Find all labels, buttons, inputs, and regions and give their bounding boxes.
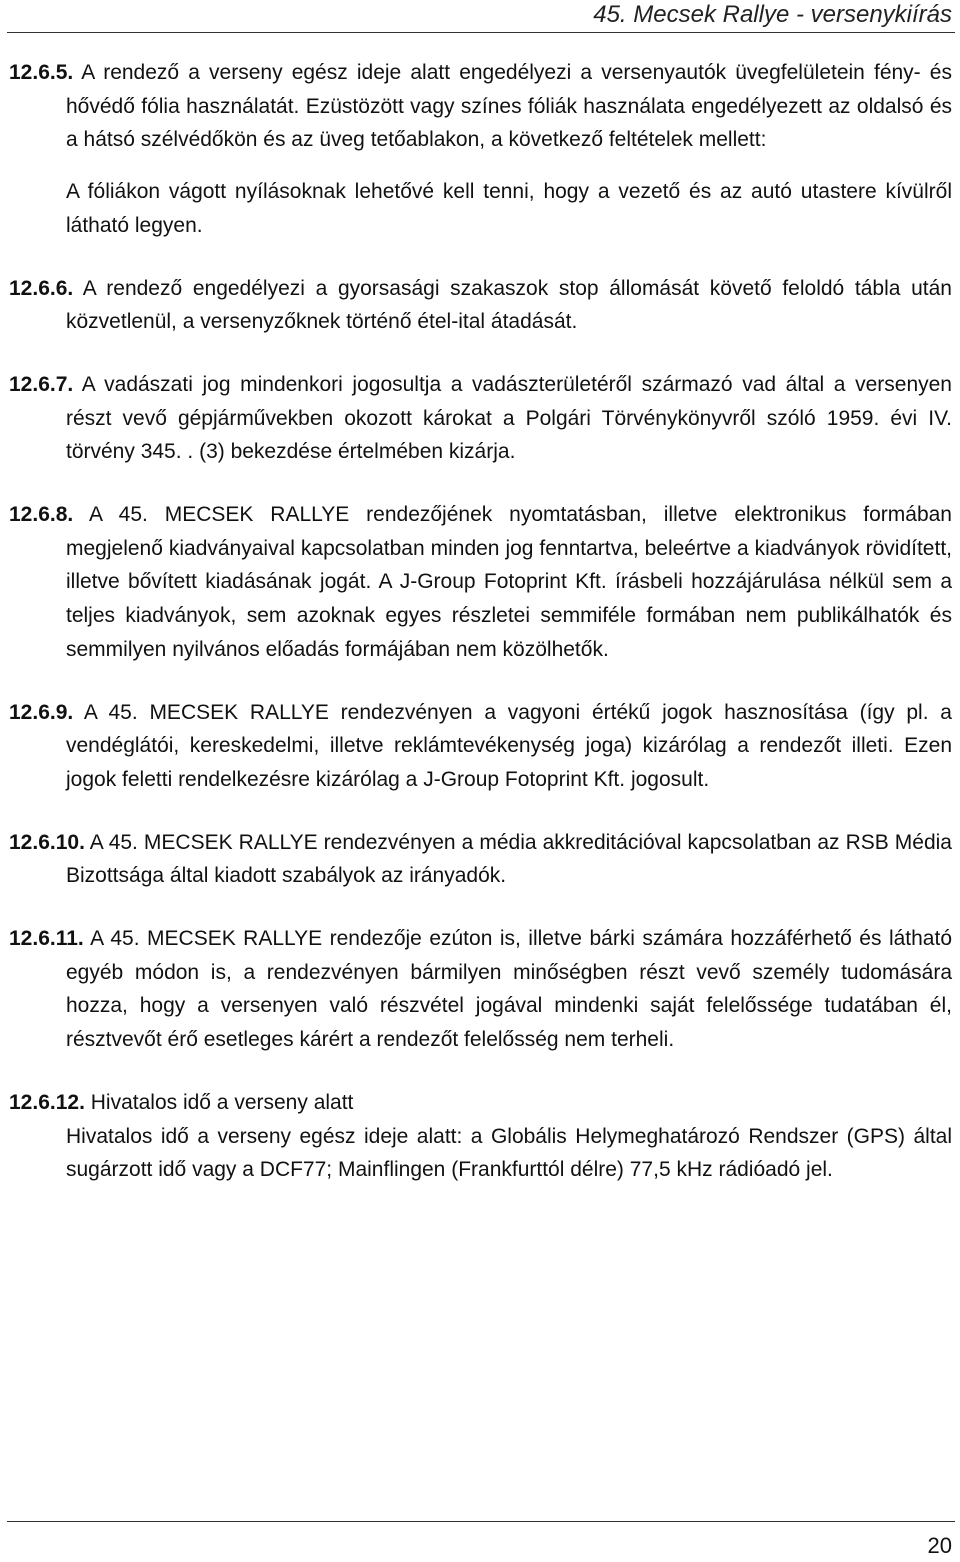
document-body (9, 56, 952, 1187)
section-text: Hivatalos idő a verseny egész ideje alatt: a Globális Helymeghatározó Rendszer (GPS) által sugárzott idő vagy a DCF77; Mainflingen (Frankfurttól délre) 77,5 kHz rádióadó jel. (66, 1124, 952, 1182)
section-text: A rendező engedélyezi a gyorsasági szakaszok stop állomását követő feloldó tábla után közvetlenül, a versenyzőknek történő étel-ital átadását. (66, 276, 952, 334)
section-number: 12.6.5. (9, 61, 74, 84)
section-text: A rendező a verseny egész ideje alatt engedélyezi a versenyautók üvegfelületein fény- és hővédő fólia használatát. Ezüstözött vagy színes fóliák használata engedélyezett az oldalsó és a hátsó szélvédőkön és az üveg tetőablakon, a következő feltételek mellett: (66, 61, 952, 152)
section-text: A 45. MECSEK RALLYE rendezőjének nyomtatásban, illetve elektronikus formában megjelenő kiadványaival kapcsolatban minden jog fenntartva, beleértve a kiadványok rövidített, illetve bővített kiadásának jogát. A J-Group Fotoprint Kft. írásbeli hozzájárulása nélkül sem a teljes kiadványok, sem azoknak egyes részletei semmiféle formában nem publikálhatók és semmilyen nyilvános előadás formájában nem közölhetők. (66, 503, 952, 661)
section-text: A 45. MECSEK RALLYE rendezője ezúton is, illetve bárki számára hozzáférhető és látható egyéb módon is, a rendezvényen bármilyen minőségben részt vevő személy tudomására hozza, hogy a versenyen való részvétel jogával mindenki saját felelőssége tudatában él, résztvevőt érő esetleges kárért a rendezőt felelősség nem terheli. (66, 927, 952, 1052)
header-divider (7, 32, 955, 33)
section-12-6-10 (9, 826, 952, 893)
section-number: 12.6.9. (9, 700, 74, 724)
section-12-6-7 (9, 368, 952, 469)
section-number: 12.6.11. (9, 927, 84, 951)
section-text: A vadászati jog mindenkori jogosultja a vadászterületéről származó vad által a versenyen részt vevő gépjárművekben okozott károkat a Polgári Törvénykönyvről szóló 1959. évi IV. törvény 345. . (3) bekezdése értelmében kizárja. (66, 372, 952, 464)
section-12-6-5 (9, 56, 952, 157)
section-number: 12.6.10. (9, 830, 85, 854)
section-12-6-9 (9, 696, 952, 797)
section-text: A 45. MECSEK RALLYE rendezvényen a média akkreditációval kapcsolatban az RSB Média Bizottsága által kiadott szabályok az irányadók. (66, 830, 952, 888)
section-number: 12.6.12. (9, 1090, 85, 1114)
section-text: A 45. MECSEK RALLYE rendezvényen a vagyoni értékű jogok hasznosítása (így pl. a vendéglátói, kereskedelmi, illetve reklámtevékenység joga) kizárólag a rendezőt illeti. Ezen jogok feletti rendelkezésre kizárólag a J-Group Fotoprint Kft. jogosult. (66, 700, 952, 791)
section-12-6-6 (9, 272, 952, 339)
section-number: 12.6.6. (9, 276, 74, 300)
section-subtext: A fóliákon vágott nyílásoknak lehetővé kell tenni, hogy a vezető és az autó utastere kívülről látható legyen. (66, 180, 952, 237)
section-12-6-11 (9, 922, 952, 1057)
section-12-6-5-sub (66, 175, 952, 242)
section-heading: Hivatalos idő a verseny alatt (90, 1090, 354, 1114)
page-number: 20 (927, 1533, 952, 1558)
section-number: 12.6.7. (9, 372, 74, 396)
footer-divider (7, 1521, 955, 1522)
section-12-6-8 (9, 498, 952, 667)
section-12-6-12 (9, 1086, 952, 1187)
section-number: 12.6.8. (9, 503, 74, 527)
document-header-title: 45. Mecsek Rallye - versenykiírás (593, 1, 952, 28)
